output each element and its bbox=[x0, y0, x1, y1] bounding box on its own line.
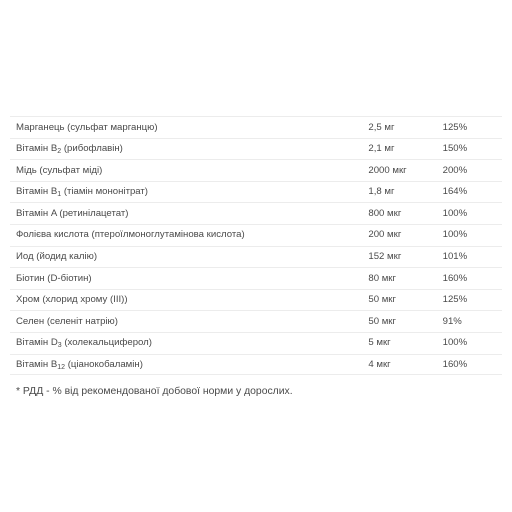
nutrient-percent: 100% bbox=[442, 229, 468, 241]
nutrient-percent: 160% bbox=[442, 358, 468, 370]
table-row bbox=[10, 224, 502, 246]
nutrient-name: Вітамін $B_2$ (рибофлавін) bbox=[16, 144, 123, 154]
nutrient-name: Йод (йодид калію) bbox=[16, 252, 98, 262]
table-row bbox=[10, 267, 502, 289]
nutrient-table bbox=[10, 116, 502, 375]
nutrient-amount: 1,8 мг bbox=[368, 186, 395, 198]
nutrient-amount: 5 мкг bbox=[368, 337, 391, 349]
nutrient-amount: 2,5 мг bbox=[368, 121, 395, 133]
nutrient-name: Хром (хлорид хрому (III)) bbox=[16, 295, 128, 305]
nutrient-amount: 4 мкг bbox=[368, 358, 391, 370]
nutrient-amount: 152 мкг bbox=[368, 251, 402, 263]
nutrient-amount: 80 мкг bbox=[368, 272, 396, 284]
nutrient-name: Мідь (сульфат міді) bbox=[16, 165, 103, 176]
table-row bbox=[10, 310, 502, 332]
nutrient-name: Вітамін $D_3$ (холекальциферол) bbox=[16, 338, 152, 349]
nutrient-amount: 200 мкг bbox=[368, 229, 402, 241]
table-row bbox=[10, 138, 502, 160]
nutrient-percent: 91% bbox=[442, 315, 462, 327]
footnote: * РДД - % від рекомендованої добової норми у дорослих. bbox=[16, 386, 293, 397]
nutrient-amount: 50 мкг bbox=[368, 315, 396, 327]
nutrient-name: Вітамін A (ретинілацетат) bbox=[16, 208, 129, 219]
table-row bbox=[10, 289, 502, 311]
nutrient-name: Вітамін $B_{12}$ (ціанокобаламін) bbox=[16, 359, 143, 370]
nutrient-percent: 100% bbox=[442, 207, 468, 219]
nutrient-percent: 150% bbox=[442, 143, 468, 155]
nutrient-percent: 125% bbox=[442, 121, 468, 133]
nutrient-percent: 125% bbox=[442, 294, 468, 306]
nutrient-amount: 50 мкг bbox=[368, 294, 396, 306]
nutrient-amount: 2000 мкг bbox=[368, 164, 407, 176]
nutrient-percent: 164% bbox=[442, 186, 468, 198]
nutrient-name: Вітамін $B_1$ (тіамін мононітрат) bbox=[16, 187, 149, 197]
table-row bbox=[10, 181, 502, 203]
nutrient-amount: 2,1 мг bbox=[368, 143, 395, 155]
table-row bbox=[10, 116, 502, 138]
table-row bbox=[10, 246, 502, 268]
nutrient-name: Марганець (сульфат марганцю) bbox=[16, 122, 158, 133]
nutrient-amount: 800 мкг bbox=[368, 207, 402, 219]
nutrient-percent: 160% bbox=[442, 272, 468, 284]
table-row bbox=[10, 159, 502, 181]
nutrient-percent: 101% bbox=[442, 251, 468, 263]
nutrient-percent: 200% bbox=[442, 164, 468, 176]
nutrient-name: Фолієва кислота (птероїлмоноглутамінова кислота) bbox=[16, 230, 245, 241]
nutrient-name: Селен (селеніт натрію) bbox=[16, 316, 118, 327]
table-row bbox=[10, 202, 502, 224]
table-row bbox=[10, 354, 502, 376]
nutrient-name: Біотин (D-біотин) bbox=[16, 273, 92, 284]
nutrient-percent: 100% bbox=[442, 337, 468, 349]
table-row bbox=[10, 332, 502, 354]
